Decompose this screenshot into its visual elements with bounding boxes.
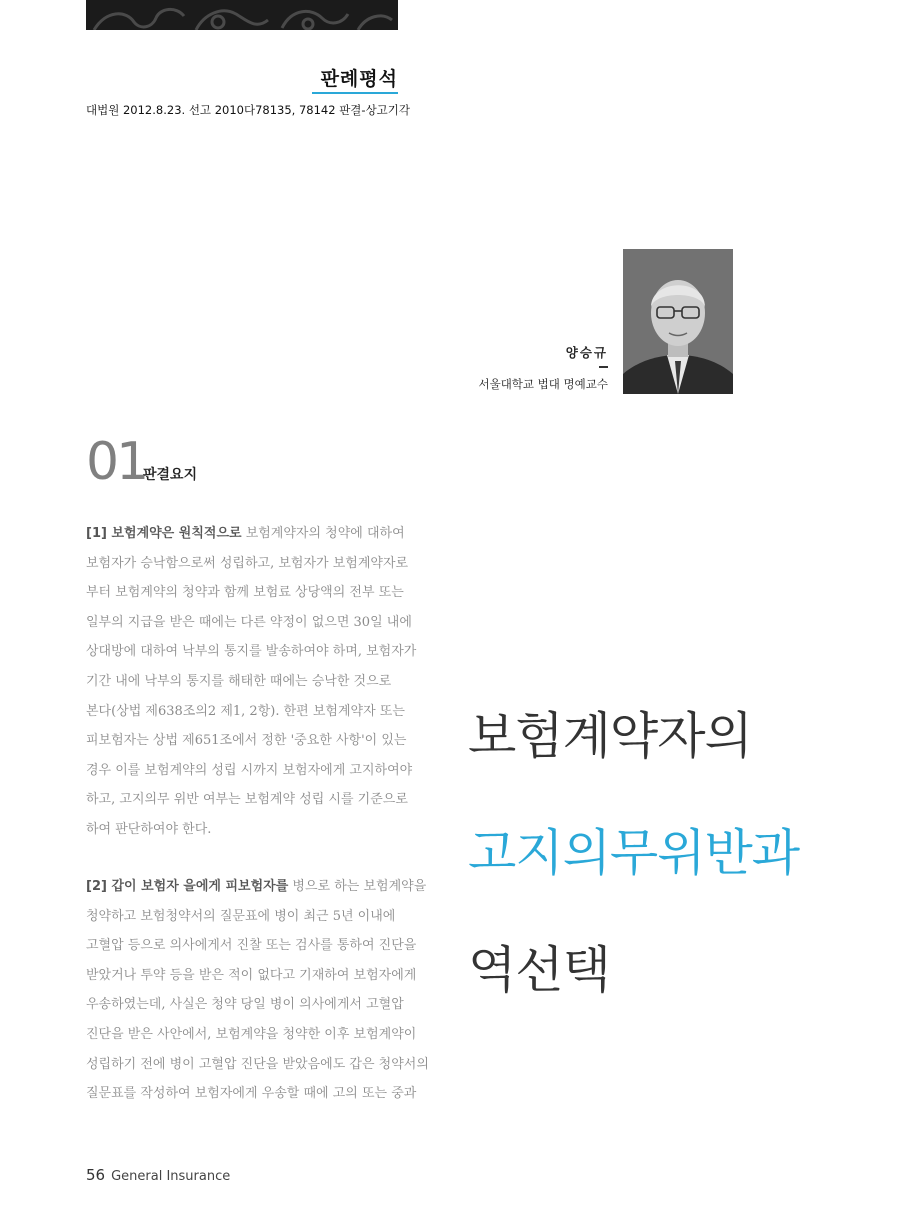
paragraph-line: [1] 보험계약은 원칙적으로 보험계약자의 청약에 대하여 — [86, 526, 405, 541]
paragraph-line: 고혈압 등으로 의사에게서 진찰 또는 검사를 통하여 진단을 — [86, 938, 417, 954]
paragraph-line: 하여 판단하여야 한다. — [86, 821, 212, 837]
article-title-line-1: 보험계약자의 — [468, 707, 752, 765]
paragraph-line: 우송하였는데, 사실은 청약 당일 병이 의사에게서 고혈압 — [86, 997, 404, 1013]
paragraph-line: 피보험자는 상법 제651조에서 정한 '중요한 사항'이 있는 — [86, 733, 407, 749]
section-number: 01 — [86, 432, 147, 492]
paragraph-line: 진단을 받은 사안에서, 보험계약을 청약한 이후 보험계약이 — [86, 1026, 417, 1042]
paragraph-line: 보험자가 승낙함으로써 성립하고, 보험자가 보험계약자로 — [86, 555, 409, 571]
section-title: 판결요지 — [143, 467, 198, 483]
paragraph-1 — [86, 519, 434, 845]
paragraph-lead: [1] 보험계약은 원칙적으로 — [86, 526, 242, 541]
paragraph-2 — [86, 872, 434, 1109]
page-footer — [86, 1166, 230, 1184]
paragraph-lead: [2] 갑이 보험자 을에게 피보험자를 — [86, 879, 289, 894]
paragraph-line: 성립하기 전에 병이 고혈압 진단을 받았음에도 갑은 청약서의 — [86, 1056, 429, 1072]
page-number: 56 — [86, 1166, 106, 1184]
section-label-underline — [312, 92, 398, 94]
paragraph-line: 경우 이를 보험계약의 성립 시까지 보험자에게 고지하여야 — [86, 762, 413, 778]
author-photo — [623, 249, 733, 394]
paragraph-line: 본다(상법 제638조의2 제1, 2항). 한편 보험계약자 또는 — [86, 703, 405, 719]
paragraph-line: 기간 내에 낙부의 통지를 해태한 때에는 승낙한 것으로 — [86, 673, 392, 689]
section-label: 판례평석 — [320, 68, 398, 90]
paragraph-line: 받았거나 투약 등을 받은 적이 없다고 기재하여 보험자에게 — [86, 967, 417, 983]
author-affiliation: 서울대학교 법대 명예교수 — [478, 377, 608, 391]
article-title-line-2: 고지의무위반과 — [468, 824, 800, 882]
case-reference: 대법원 2012.8.23. 선고 2010다78135, 78142 판결-상고기각 — [86, 103, 411, 117]
paragraph-line: 질문표를 작성하여 보험자에게 우송할 때에 고의 또는 중과 — [86, 1086, 417, 1102]
paragraph-line: [2] 갑이 보험자 을에게 피보험자를 병으로 하는 보험계약을 — [86, 879, 427, 894]
paragraph-line: 부터 보험계약의 청약과 함께 보험료 상당액의 전부 또는 — [86, 585, 404, 601]
author-name: 양승규 — [565, 345, 608, 360]
paragraph-line: 상대방에 대하여 낙부의 통지를 발송하여야 하며, 보험자가 — [86, 644, 417, 660]
publication-name: General Insurance — [111, 1169, 231, 1184]
paragraph-line: 하고, 고지의무 위반 여부는 보험계약 성립 시를 기준으로 — [86, 792, 408, 808]
paragraph-line: 청약하고 보험청약서의 질문표에 병이 최근 5년 이내에 — [86, 908, 396, 924]
decorative-banner — [86, 0, 398, 30]
article-title-line-3: 역선택 — [468, 941, 610, 999]
author-divider — [599, 366, 608, 368]
paragraph-line: 일부의 지급을 받은 때에는 다른 약정이 없으면 30일 내에 — [86, 614, 412, 630]
